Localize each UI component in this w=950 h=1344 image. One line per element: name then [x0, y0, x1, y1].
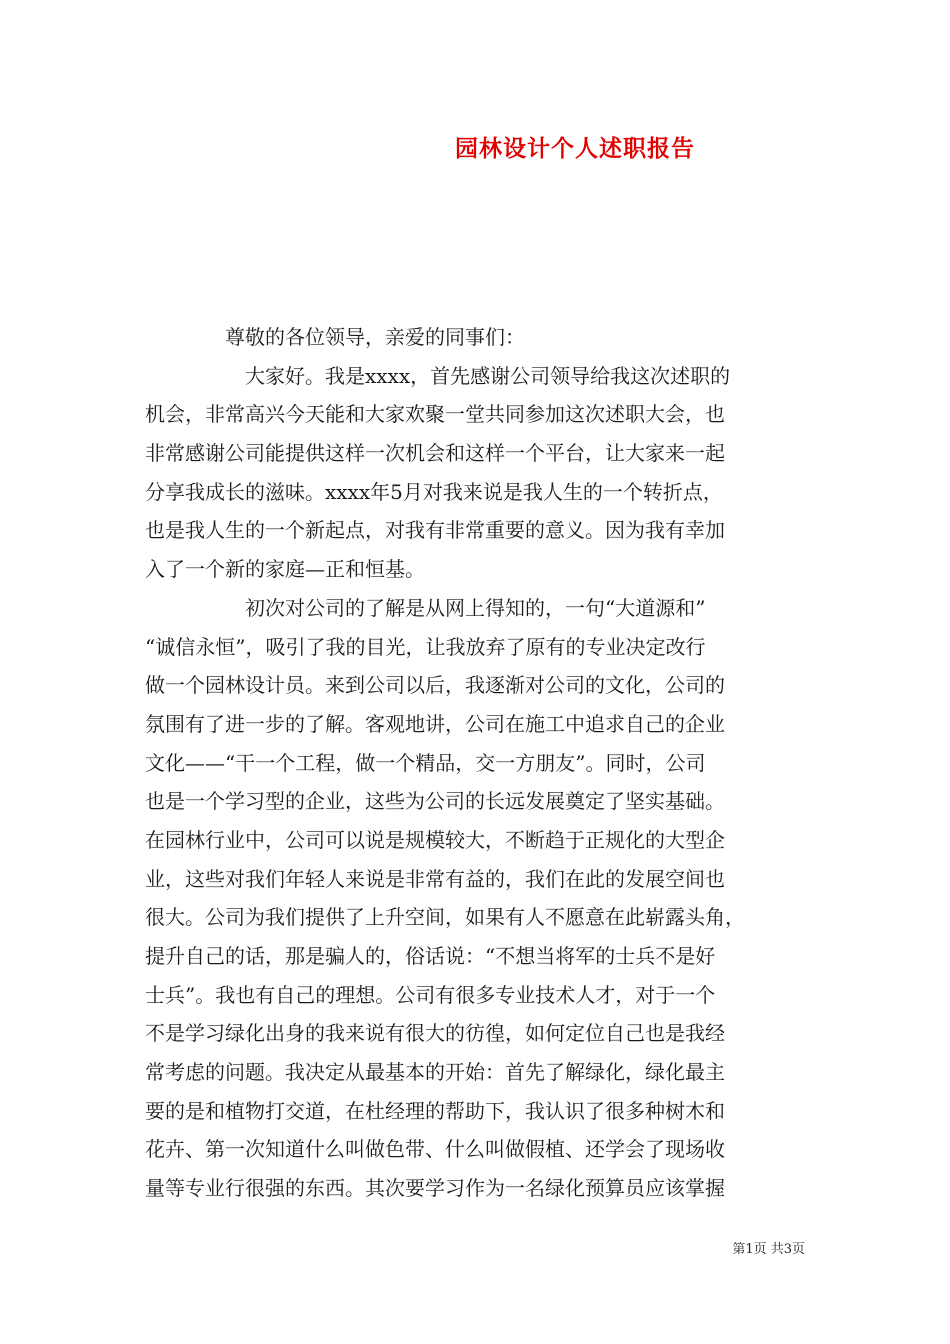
- text-line: 在园林行业中，公司可以说是规模较大，不断趋于正规化的大型企: [145, 827, 725, 852]
- text-line: “诚信永恒”，吸引了我的目光，让我放弃了原有的专业决定改行: [145, 634, 706, 659]
- text-line: 机会，非常高兴今天能和大家欢聚一堂共同参加这次述职大会，也: [145, 402, 725, 427]
- document-body: [145, 318, 815, 1208]
- text-line: 花卉、第一次知道什么叫做色带、什么叫做假植、还学会了现场收: [145, 1137, 725, 1162]
- text-line: 提升自己的话，那是骗人的，俗话说：“不想当将军的士兵不是好: [145, 944, 716, 968]
- document-title: 园林设计个人述职报告: [455, 135, 695, 162]
- text-line: 文化——“干一个工程，做一个精品，交一方朋友”。同时，公司: [145, 750, 706, 775]
- text-line: 做一个园林设计员。来到公司以后，我逐渐对公司的文化，公司的: [145, 673, 725, 698]
- text-line: 尊敬的各位领导，亲爱的同事们：: [145, 325, 525, 349]
- text-line: 很大。公司为我们提供了上升空间，如果有人不愿意在此崭露头角，: [145, 905, 745, 930]
- text-line: 也是我人生的一个新起点，对我有非常重要的意义。因为我有幸加: [145, 518, 725, 543]
- text-line: 初次对公司的了解是从网上得知的，一句“大道源和”: [145, 595, 706, 620]
- text-line: 分享我成长的滋味。xxxx年5月对我来说是我人生的一个转折点，: [145, 479, 723, 504]
- text-line: 常考虑的问题。我决定从最基本的开始：首先了解绿化，绿化最主: [145, 1060, 725, 1085]
- text-line: 士兵”。我也有自己的理想。公司有很多专业技术人才，对于一个: [145, 982, 716, 1007]
- text-line: 氛围有了进一步的了解。客观地讲，公司在施工中追求自己的企业: [145, 711, 725, 736]
- text-line: 非常感谢公司能提供这样一次机会和这样一个平台，让大家来一起: [145, 441, 725, 466]
- text-line: 不是学习绿化出身的我来说有很大的彷徨，如何定位自己也是我经: [145, 1021, 725, 1046]
- text-line: 入了一个新的家庭—正和恒基。: [145, 557, 425, 582]
- text-line: 要的是和植物打交道，在杜经理的帮助下，我认识了很多种树木和: [145, 1098, 725, 1123]
- text-line: 也是一个学习型的企业，这些为公司的长远发展奠定了坚实基础。: [145, 789, 725, 814]
- text-line: 大家好。我是xxxx，首先感谢公司领导给我这次述职的: [145, 363, 731, 388]
- text-line: 业，这些对我们年轻人来说是非常有益的，我们在此的发展空间也: [145, 866, 725, 891]
- text-line: 量等专业行很强的东西。其次要学习作为一名绿化预算员应该掌握: [145, 1176, 725, 1201]
- page-number: 第1页 共3页: [732, 1242, 805, 1257]
